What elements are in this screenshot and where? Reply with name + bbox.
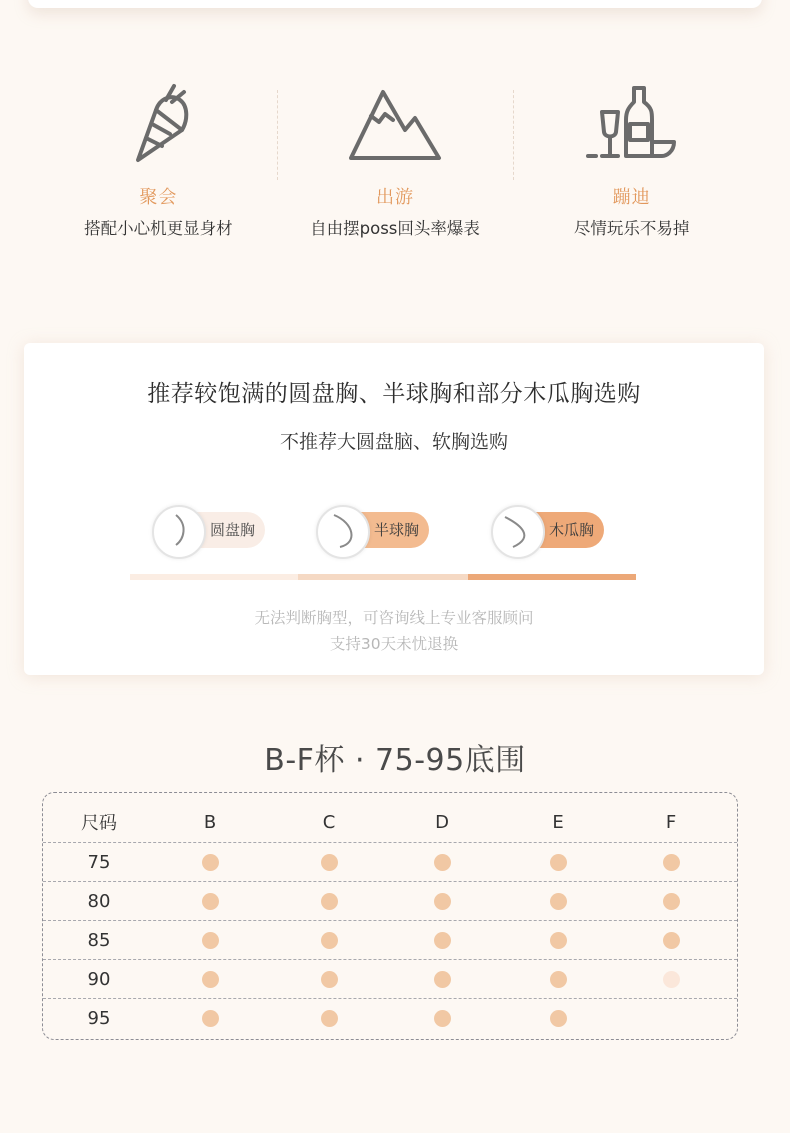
- recommendation-card: [24, 343, 764, 675]
- recommendation-title: 推荐较饱满的圆盘胸、半球胸和部分木瓜胸选购: [147, 381, 641, 407]
- shape-label: 半球胸: [352, 512, 429, 548]
- availability-dot: [550, 971, 567, 988]
- availability-cell: [299, 960, 359, 998]
- band-size-cell: 75: [87, 851, 111, 873]
- scenario-title: 出游: [376, 187, 414, 208]
- header-cell: 尺码: [81, 813, 117, 834]
- availability-cell: [528, 999, 588, 1037]
- availability-dot: [202, 1010, 219, 1027]
- table-header: [43, 803, 737, 841]
- scenario-desc: 自由摆poss回头率爆表: [310, 219, 480, 238]
- availability-dot: [663, 932, 680, 949]
- breast-profile-icon: [316, 505, 370, 559]
- availability-cell: [412, 921, 472, 959]
- availability-dot: [321, 1010, 338, 1027]
- header-cell: D: [435, 811, 449, 833]
- band-size-cell: 90: [87, 968, 111, 990]
- band-size-cell: 80: [87, 890, 111, 912]
- availability-cell: [299, 882, 359, 920]
- availability-dot: [202, 932, 219, 949]
- availability-cell: [180, 999, 240, 1037]
- header-cell: C: [322, 811, 336, 833]
- availability-cell: [528, 921, 588, 959]
- availability-cell: [180, 843, 240, 881]
- availability-cell: [299, 999, 359, 1037]
- availability-dot: [202, 971, 219, 988]
- band-size-cell: 95: [87, 1007, 111, 1029]
- table-row: [43, 921, 737, 959]
- availability-cell: [641, 843, 701, 881]
- availability-cell: [641, 960, 701, 998]
- availability-dot: [550, 932, 567, 949]
- availability-cell: [299, 921, 359, 959]
- shape-label: 木瓜胸: [527, 512, 604, 548]
- consult-note: 无法判断胸型，可咨询线上专业客服顾问: [254, 609, 534, 627]
- availability-dot: [321, 932, 338, 949]
- availability-cell: [528, 960, 588, 998]
- return-note: 支持30天未忧退换: [329, 635, 459, 653]
- availability-cell: [180, 882, 240, 920]
- availability-cell: [412, 882, 472, 920]
- recommendation-subtitle: 不推荐大圆盘脑、软胸选购: [279, 431, 508, 453]
- availability-dot: [202, 854, 219, 871]
- availability-dot: [321, 854, 338, 871]
- availability-cell: [641, 882, 701, 920]
- shape-bar-hemisphere: [298, 574, 468, 580]
- availability-dot: [321, 893, 338, 910]
- size-table: [42, 792, 738, 1040]
- shape-label: 圆盘胸: [188, 512, 265, 548]
- availability-dot: [434, 893, 451, 910]
- availability-cell: [412, 960, 472, 998]
- availability-dot: [434, 932, 451, 949]
- availability-cell: [528, 882, 588, 920]
- availability-dot: [550, 854, 567, 871]
- scenario-row: [40, 80, 750, 250]
- availability-cell: [412, 843, 472, 881]
- availability-dot: [663, 971, 680, 988]
- availability-cell: [412, 999, 472, 1037]
- availability-dot: [434, 971, 451, 988]
- table-row: [43, 882, 737, 920]
- shape-bar-round: [130, 574, 298, 580]
- availability-cell: [180, 921, 240, 959]
- mountains-icon: [345, 80, 445, 165]
- shape-bar-papaya: [468, 574, 636, 580]
- availability-dot: [202, 893, 219, 910]
- availability-dot: [434, 854, 451, 871]
- header-cell: E: [552, 811, 564, 833]
- availability-dot: [663, 854, 680, 871]
- size-range-title: B-F杯 · 75-95底围: [264, 743, 526, 778]
- ice-cream-cone-icon: [108, 80, 208, 165]
- availability-cell: [299, 843, 359, 881]
- scenario-title: 聚会: [139, 187, 178, 208]
- scenario-disco: [513, 80, 750, 250]
- breast-profile-icon: [491, 505, 545, 559]
- top-card-edge: [28, 0, 762, 8]
- scenario-travel: [277, 80, 514, 250]
- scenario-party: [40, 80, 277, 250]
- band-size-cell: 85: [87, 929, 111, 951]
- table-row: [43, 843, 737, 881]
- scenario-desc: 搭配小心机更显身材: [84, 219, 233, 238]
- availability-dot: [550, 1010, 567, 1027]
- table-row: [43, 960, 737, 998]
- availability-cell: [180, 960, 240, 998]
- wine-bottle-glass-icon: [582, 80, 682, 165]
- availability-dot: [663, 893, 680, 910]
- header-cell: B: [203, 811, 217, 833]
- availability-dot: [550, 893, 567, 910]
- table-row: [43, 999, 737, 1037]
- scenario-title: 蹦迪: [612, 187, 651, 208]
- availability-dot: [434, 1010, 451, 1027]
- scenario-desc: 尽情玩乐不易掉: [573, 219, 690, 238]
- availability-cell: [641, 921, 701, 959]
- breast-profile-icon: [152, 505, 206, 559]
- availability-cell: [528, 843, 588, 881]
- header-cell: F: [665, 811, 677, 833]
- availability-dot: [321, 971, 338, 988]
